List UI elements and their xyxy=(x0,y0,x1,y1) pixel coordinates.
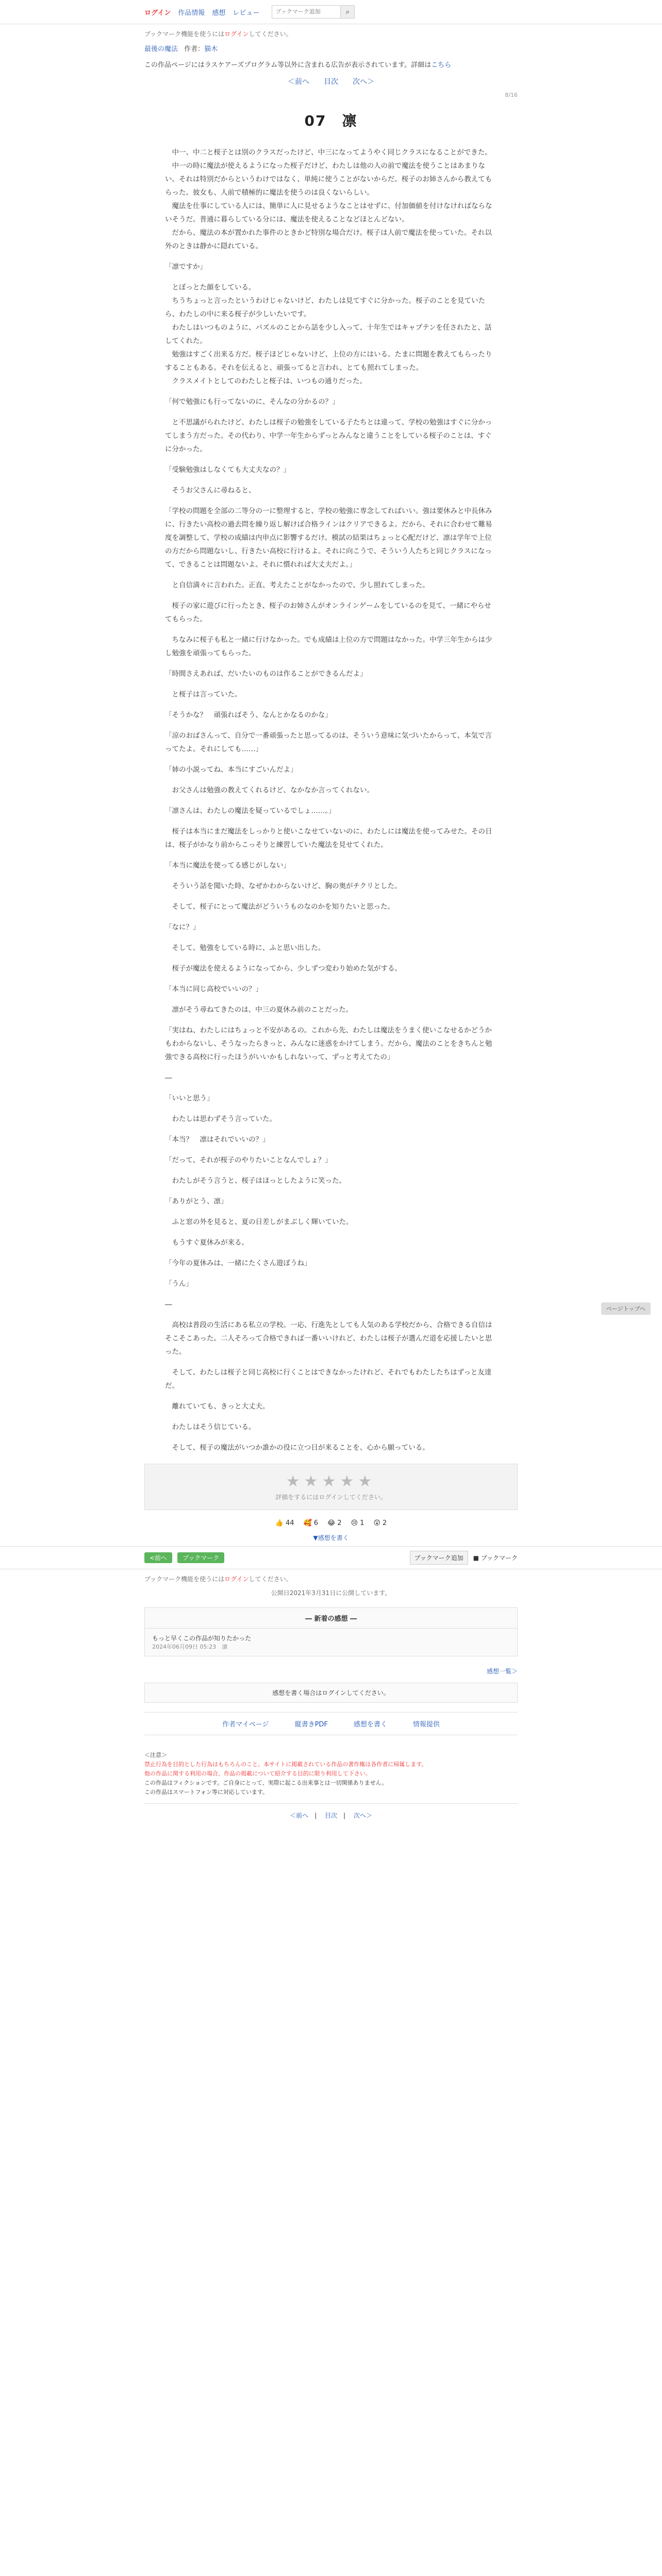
paragraph: そして、桜子にとって魔法がどういうものなのかを知りたいと思った。 xyxy=(165,903,394,911)
paragraph: 「今年の夏休みは、一緒にたくさん遊ぼうね」 xyxy=(165,1259,311,1267)
reaction-button[interactable] xyxy=(275,1519,294,1527)
prev-link[interactable]: ＜前へ xyxy=(288,78,309,86)
bottom-toolbar xyxy=(0,1546,662,1569)
bottom-next-link[interactable]: 次へ＞ xyxy=(353,1812,372,1819)
rating-hint: 評価をするにはログインしてください。 xyxy=(275,1494,387,1501)
comments-more-link[interactable]: 感想一覧＞ xyxy=(486,1668,518,1675)
paragraph: 「うん」 xyxy=(165,1280,193,1288)
reaction-icon: 😢 xyxy=(351,1519,358,1527)
author-link[interactable]: 猫木 xyxy=(204,45,218,53)
paragraph: 「実はね、わたしにはちょっと不安があるの。これから先、わたしは魔法をうまく使いこなせるかどうかもわからないし、そうなったらきっと、みんなに迷惑をかけてしまう。だから、魔法のことをきちんと勉強できる高校に行ったほうがいいかもしれないって、ずっと考えてたの」 xyxy=(165,1026,492,1061)
bottom-prev-link[interactable]: ＜前へ xyxy=(290,1812,309,1819)
reaction-count: 44 xyxy=(286,1519,294,1527)
paragraph: ふと窓の外を見ると、夏の日差しがまぶしく輝いていた。 xyxy=(165,1218,353,1226)
page-number: 8/16 xyxy=(505,92,518,98)
paragraph: 桜子の家に遊びに行ったとき、桜子のお姉さんがオンラインゲームをしているのを見て、一緒にやらせてもらった。 xyxy=(165,602,491,623)
paragraph: わたしは思わずそう言っていた。 xyxy=(165,1115,276,1123)
paragraph: そうお父さんに尋ねると、 xyxy=(165,486,256,495)
notice-login-link[interactable]: ログイン xyxy=(224,30,249,38)
latest-comments xyxy=(144,1607,518,1656)
footer-pdf[interactable]: 縦書きPDF xyxy=(294,1721,328,1728)
chapter-title: 07 凛 xyxy=(304,112,358,129)
top-bar xyxy=(0,0,662,24)
bookmark-label[interactable]: ■ ブックマーク xyxy=(473,1554,518,1562)
write-impression-link[interactable]: ▼感想を書く xyxy=(313,1534,349,1541)
paragraph: そして、わたしは桜子と同じ高校に行くことはできなかったけれど、それでもわたしたちはずっと友達だ。 xyxy=(165,1368,492,1390)
login-notice: ブックマーク機能を使うにはログインしてください。 xyxy=(144,30,292,38)
paragraph: 「凛ですか」 xyxy=(165,263,207,271)
reaction-button[interactable] xyxy=(373,1519,387,1527)
footnote: ＜注意＞ 禁止行為を目的とした行為はもちろんのこと、本サイトに掲載されている作品の著作権は各作者に帰属します。 他の作品に関する利用の場合、作品の掲載について紹介する目的に限り利用して下さい。 この作品はフィクションです。ご自身にとって、実際に起こる出来事とは一切関係ありません。 この作品はスマートフォン等に対応しています。 xyxy=(144,1752,427,1795)
reaction-button[interactable] xyxy=(351,1519,365,1527)
paragraph: 「だって、それが桜子のやりたいことなんでしょ？」 xyxy=(165,1156,332,1164)
index-link[interactable]: 目次 xyxy=(324,78,338,86)
login-link[interactable]: ログイン xyxy=(144,9,171,17)
bottom-pager: ＜前へ | 目次 | 次へ＞ xyxy=(144,1803,518,1827)
reaction-icon: 😂 xyxy=(327,1519,336,1527)
paragraph: 中一、中二と桜子とは別のクラスだったけど、中三になってようやく同じクラスになることができた。 中一の時に魔法が使えるようになった桜子だけど、わたしは他の人の前で魔法を使うことはあまりない。それは特別だからというわけではなく、単純に使うことがないからだ。桜子のお姉さんから教えてもらった。彼女も、人前で積極的に魔法を使うのは良くないらしい。 魔法を仕事にしている人には、簡単に人に見せるようなことはせずに、付加価値を付けなければならないそうだ。普通に暮らしている分には、魔法を使えることなどほとんどない。 だから、魔法の本が置かれた事件のときかど特別な場合だけ。桜子は人前で魔法を使っていた。それ以外のときは静かに隠れている。 xyxy=(165,148,492,250)
paragraph: 「そうかな？ 頑張ればそう、なんとかなるのかな」 xyxy=(165,711,332,719)
paragraph: 「時間さえあれば、だいたいのものは作ることができるんだよ」 xyxy=(165,670,367,678)
reaction-count: 2 xyxy=(382,1519,387,1527)
paragraph: そして、勉強をしている時に、ふと思い出した。 xyxy=(165,944,325,952)
paragraph: ちなみに桜子も私と一緒に行けなかった。でも成績は上位の方で問題はなかった。中学三年生からは少し勉強を頑張ってもらった。 xyxy=(165,636,492,657)
rating-section xyxy=(144,1464,518,1510)
paragraph: 「何で勉強にも行ってないのに、そんなの分かるの？」 xyxy=(165,398,339,406)
comment-item[interactable] xyxy=(145,1629,517,1656)
paragraph: 凛がそう尋ねてきたのは、中三の夏休み前のことだった。 xyxy=(165,1006,353,1014)
paragraph: 「いいと思う」 xyxy=(165,1094,214,1103)
lower-content xyxy=(144,1574,518,1827)
paragraph: 「本当に魔法を使ってる感じがしない」 xyxy=(165,861,290,870)
comment-text: もっと早くこの作品が知りたかった xyxy=(152,1635,252,1642)
ad-warning: この作品ページにはラスケアーズプログラム等以外に含まれる広告が表示されています。詳細はこちら xyxy=(144,61,452,69)
paragraph: 「涼のおばさんって、自分で一番頑張ったと思ってるのは、そういう意味に気づいたからって、本気で言ってたよ。それにしても……」 xyxy=(165,732,492,753)
paragraph: と不思議がられたけど、わたしは桜子の勉強をしている子たちとは違って、学校の勉強はすぐに分かってしまう方だった。その代わり、中学一年生からずっとみんなと違うことをしている桜子のことは、すぐに分かった。 xyxy=(165,418,492,453)
next-link[interactable]: 次へ＞ xyxy=(353,78,374,86)
reaction-icon: 🥰 xyxy=(303,1519,312,1527)
paragraph: そして、桜子の魔法がいつか誰かの役に立つ日が来ることを、心から願っている。 xyxy=(165,1444,429,1452)
bookmark-add-button[interactable]: ブックマーク追加 xyxy=(410,1551,468,1565)
chapter-body xyxy=(144,146,518,1454)
reaction-icon: 👍 xyxy=(275,1519,284,1527)
paragraph: 「なに？」 xyxy=(165,923,200,931)
paragraph: 桜子が魔法を使えるようになってから、少しずつ変わり始めた気がする。 xyxy=(165,964,402,973)
series-link[interactable]: 最後の魔法 xyxy=(144,45,178,53)
paragraph: 「凛さんは、わたしの魔法を疑っているでしょ……。」 xyxy=(165,807,336,815)
footer-info[interactable]: 情報提供 xyxy=(412,1721,440,1728)
post-impression-notice[interactable]: 感想を書く場合はログインしてください。 xyxy=(144,1683,518,1703)
section-break: ― xyxy=(165,1300,172,1309)
rating-stars[interactable]: ★★★★★ xyxy=(286,1472,376,1490)
paragraph: 桜子は本当にまだ魔法をしっかりと使いこなせていないのに、わたしには魔法を使ってみせた。その日は、桜子がかなり前からこっそりと練習していた魔法を見せてくれた。 xyxy=(165,827,492,849)
comment-date: 2024年06月09日 05:23 凛 xyxy=(152,1643,228,1650)
search-icon[interactable]: ⌕ xyxy=(340,6,354,18)
comments-header: ― 新着の感想 ― xyxy=(145,1608,517,1629)
paragraph: そういう話を聞いた時、なぜかわからないけど、胸の奥がチクリとした。 xyxy=(165,882,402,890)
paragraph: お父さんは勉強の教えてくれるけど、なかなか言ってくれない。 xyxy=(165,786,374,794)
reaction-button[interactable] xyxy=(327,1519,341,1527)
page-top-button[interactable]: ページトップへ xyxy=(601,1302,651,1315)
main-content xyxy=(144,29,518,1542)
reaction-icon: 😲 xyxy=(373,1519,380,1527)
paragraph: 「姉の小説ってね、本当にすごいんだよ」 xyxy=(165,766,297,774)
paragraph: 「本当？ 凛はそれでいいの？」 xyxy=(165,1136,270,1144)
paragraph: とぼっとた顔をしている。 ちうちょっと言ったというわけじゃないけど、わたしは見てすぐに分かった。桜子のことを見ていたら、わたしの中に来る桜子が少しいたいです。 わたしはいつものように、パズルのことから話を少し入って、十年生ではキャプテンを任されたと、話してくれた。 勉強はすごく出来る方だ。桜子ほどじゃないけど、上位の方にはいる。たまに問題を教えてもらったりすることもある。それを伝えると、頑張ってると言われ、とても照れてしまった。 クラスメイトとしてのわたしと桜子は、いつもの通りだった。 xyxy=(165,283,492,385)
topbar-link-impressions[interactable]: 感想 xyxy=(212,9,226,17)
novel-meta: 最後の魔法 作者：猫木 xyxy=(144,45,218,53)
bottom-notice-login-link[interactable]: ログイン xyxy=(224,1575,249,1583)
topbar-link-review[interactable]: レビュー xyxy=(233,9,260,17)
bookmark-input[interactable] xyxy=(272,9,340,15)
paragraph: と桜子は言っていた。 xyxy=(165,690,242,699)
bottom-login-notice: ブックマーク機能を使うにはログインしてください。 xyxy=(144,1575,292,1583)
bottom-index-link[interactable]: 目次 xyxy=(324,1812,337,1819)
ad-details-link[interactable]: こちら xyxy=(431,61,452,69)
footer-author-page[interactable]: 作者マイページ xyxy=(222,1721,269,1728)
bookmark-search xyxy=(272,5,355,19)
top-pager xyxy=(144,76,518,87)
footer-nav xyxy=(144,1712,518,1735)
paragraph: 高校は普段の生活にある私立の学校。一応、行進先としても人気のある学校だから、合格できる自信はそこそこあった。二人そろって合格できれば一番いいけれど、わたしは桜子が選んだ道を応援したいと思った。 xyxy=(165,1321,492,1356)
paragraph: 「ありがとう、凛」 xyxy=(165,1197,228,1206)
reaction-count: 6 xyxy=(313,1519,319,1527)
paragraph: もうすぐ夏休みが来る。 xyxy=(165,1239,249,1247)
paragraph: 「学校の問題を全部の二等分の一に整理すると、学校の勉強に専念してればいい。強は要休みと中長休みに、行きたい高校の過去問を繰り返し解けば合格ラインはクリアできるよ。だから、それに合わせて難易度を調整して、学校の成績は内申点に影響するだけ。模試の結果はちょっと心配だけど、凛は学年で上位の方だから問題ないし、行きたい高校に行けるよ。それに向こうで、そういう人たちと同じクラスになって、できることは問題ないよ。それに慣れれば大丈夫だよ。」 xyxy=(165,507,492,569)
reaction-count: 1 xyxy=(360,1519,365,1527)
topbar-link-info[interactable]: 作品情報 xyxy=(178,9,205,17)
section-break: ― xyxy=(165,1074,172,1082)
footer-write[interactable]: 感想を書く xyxy=(353,1721,387,1728)
release-info: 公開日2021年3月31日に公開しています。 xyxy=(271,1589,391,1597)
prev-pill-button[interactable]: <前へ xyxy=(144,1552,172,1563)
rating-box xyxy=(144,1464,518,1510)
paragraph: 離れていても、きっと大丈夫。 xyxy=(165,1402,270,1411)
paragraph: 「本当に同じ高校でいいの？」 xyxy=(165,985,262,993)
bookmark-pill-button[interactable]: ブックマーク xyxy=(177,1552,224,1563)
paragraph: 「受験勉強はしなくても大丈夫なの？」 xyxy=(165,466,290,474)
paragraph: わたしがそう言うと、桜子はほっとしたように笑った。 xyxy=(165,1177,346,1185)
reaction-button[interactable] xyxy=(304,1519,318,1527)
reaction-bar xyxy=(144,1519,518,1527)
paragraph: と自信満々に言われた。正直、考えたことがなかったので、少し照れてしまった。 xyxy=(165,581,429,589)
reaction-count: 2 xyxy=(337,1519,342,1527)
paragraph: わたしはそう信じている。 xyxy=(165,1423,256,1431)
